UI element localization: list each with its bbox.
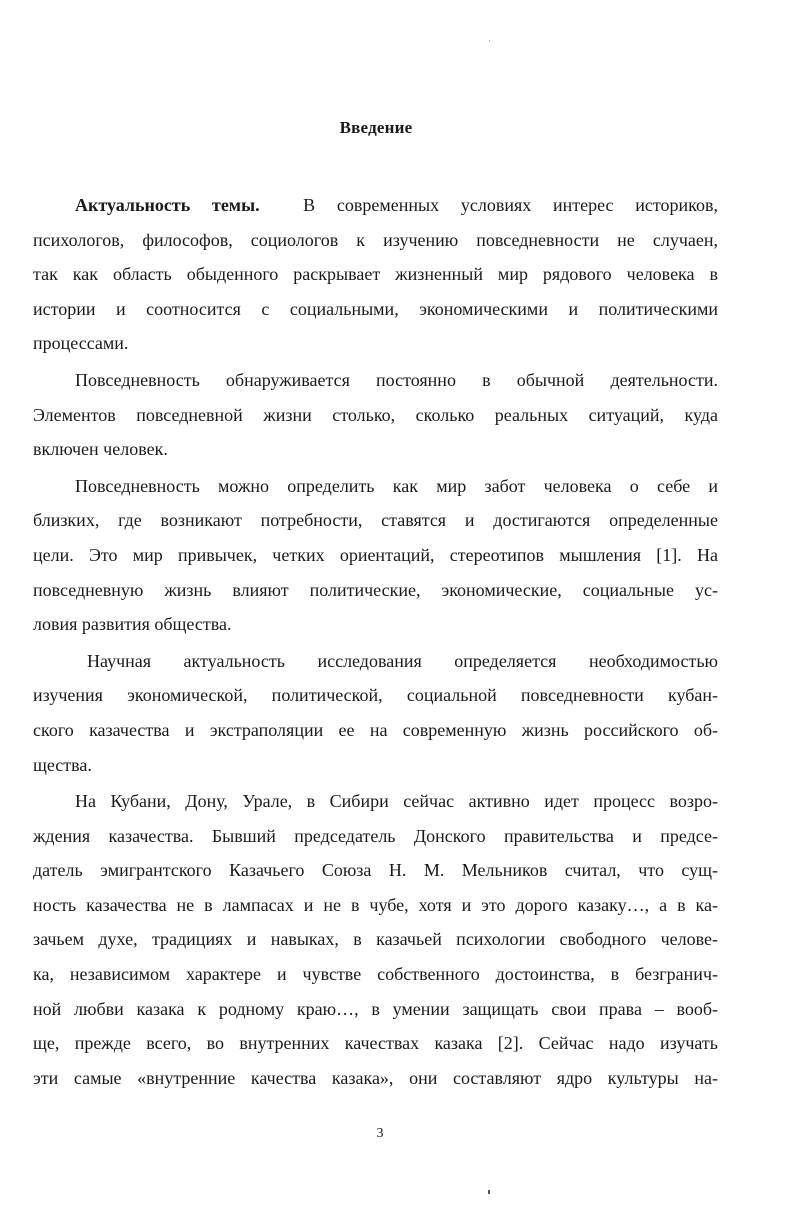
page-title: Введение bbox=[339, 118, 413, 137]
section-heading-inline: Актуальность темы. bbox=[75, 195, 260, 215]
scan-artifact bbox=[489, 40, 490, 42]
text-line: Элементов повседневной жизни столько, сколько реальных ситуаций, куда bbox=[33, 404, 718, 425]
text-line: ка, независимом характере и чувстве собственного достоинства, в безгранич- bbox=[33, 964, 718, 985]
text-line: Научная актуальность исследования определяется необходимостью bbox=[87, 650, 718, 671]
text-line: На Кубани, Дону, Урале, в Сибири сейчас активно идет процесс возро- bbox=[75, 791, 718, 812]
text-line: близких, где возникают потребности, ставятся и достигаются определенные bbox=[33, 510, 718, 531]
scan-artifact bbox=[488, 1190, 490, 1194]
text-line: Повседневность можно определить как мир забот человека о себе и bbox=[75, 475, 718, 496]
text-line: зачьем духе, традициях и навыках, в казачьей психологии свободного челове- bbox=[33, 929, 718, 950]
text-line-content: В современных условиях интерес историков, bbox=[259, 195, 718, 215]
text-line: так как область обыденного раскрывает жизненный мир рядового человека в bbox=[33, 264, 718, 285]
text-line: цели. Это мир привычек, четких ориентаций, стереотипов мышления [1]. На bbox=[33, 544, 718, 565]
text-line: истории и соотносится с социальными, экономическими и политическими bbox=[33, 298, 718, 319]
text-line: ждения казачества. Бывший председатель Донского правительства и предсе- bbox=[33, 825, 718, 846]
text-line: ной любви казака к родному краю…, в умении защищать свои права – вооб- bbox=[33, 998, 718, 1019]
text-line: психологов, философов, социологов к изучению повседневности не случаен, bbox=[33, 229, 718, 250]
body-text bbox=[33, 188, 718, 1095]
page-number: 3 bbox=[376, 1126, 384, 1141]
text-line: изучения экономической, политической, социальной повседневности кубан- bbox=[33, 685, 718, 706]
text-line: датель эмигрантского Казачьего Союза Н. М. Мельников считал, что сущ- bbox=[33, 860, 718, 881]
text-line bbox=[75, 188, 718, 223]
text-line: Повседневность обнаруживается постоянно в обычной деятельности. bbox=[75, 369, 718, 390]
text-line: ще, прежде всего, во внутренних качествах казака [2]. Сейчас надо изучать bbox=[33, 1033, 718, 1054]
text-line: включен человек. bbox=[33, 439, 168, 460]
text-line: повседневную жизнь влияют политические, экономические, социальные ус- bbox=[33, 579, 718, 600]
text-line: ность казачества не в лампасах и не в чубе, хотя и это дорого казаку…, а в ка- bbox=[33, 894, 718, 915]
text-line: процессами. bbox=[33, 333, 129, 354]
text-line: ловия развития общества. bbox=[33, 614, 232, 635]
text-line: эти самые «внутренние качества казака», они составляют ядро культуры на- bbox=[33, 1067, 718, 1088]
text-line: щества. bbox=[33, 754, 92, 775]
text-line: ского казачества и экстраполяции ее на современную жизнь российского об- bbox=[33, 719, 718, 740]
